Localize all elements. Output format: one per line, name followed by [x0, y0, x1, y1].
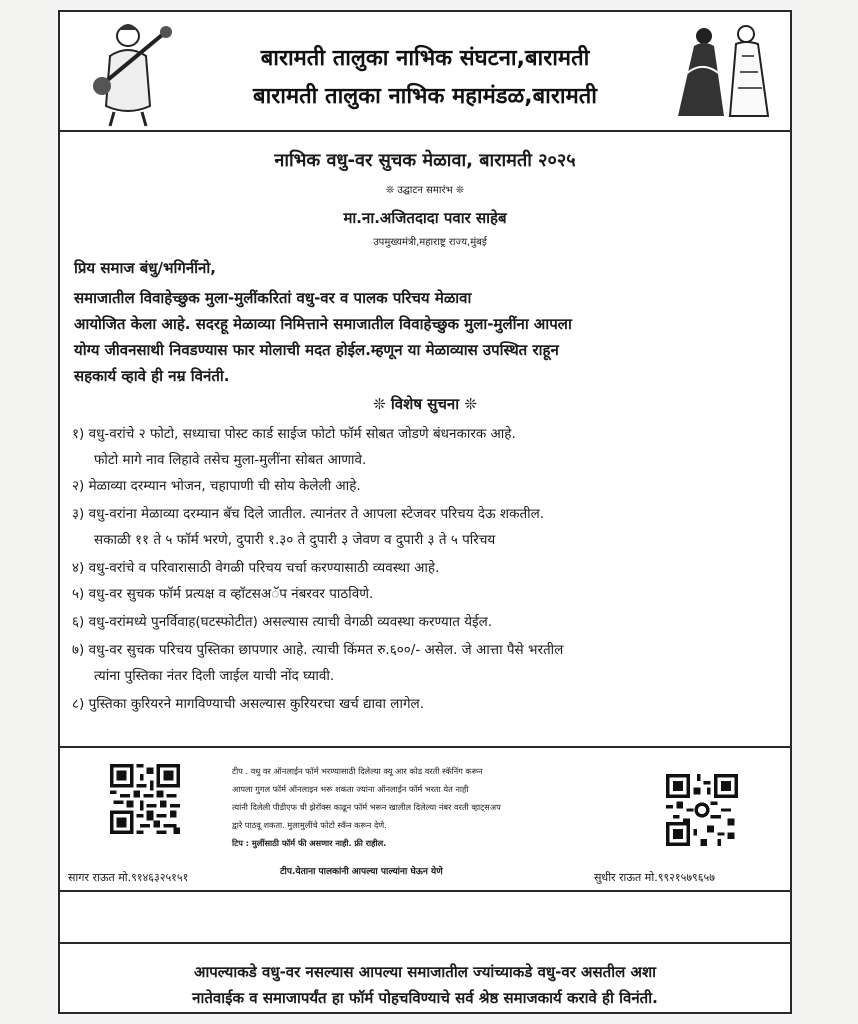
- note-item: ८) पुस्तिका कुरियरने मागविण्याची असल्यास कुरियरचा खर्च द्यावा लागेल.: [72, 696, 424, 712]
- note-item-continuation: त्यांना पुस्तिका नंतर दिली जाईल याची नोंद घ्यावी.: [94, 668, 335, 684]
- tip-line: टिप : मुलींसाठी फॉर्म फी असणार नाही. फ्री राहील.: [232, 838, 387, 848]
- bride-groom-illustration: [664, 16, 780, 124]
- note-item: २) मेळाव्या दरम्यान भोजन, चहापाणी ची सोय केलेली आहे.: [72, 478, 361, 494]
- right-qr-code[interactable]: [666, 774, 738, 846]
- chief-guest-name: मा.ना.अजितदादा पवार साहेब: [343, 209, 507, 227]
- chief-guest-role: उपमुख्यमंत्री,महाराष्ट्र राज्य,मुंबई: [373, 237, 487, 248]
- saint-with-veena-illustration: [88, 16, 180, 128]
- note-item: ३) वधु-वरांना मेळाव्या दरम्यान बॅच दिले जातील. त्यानंतर ते आपला स्टेजवर परिचय देऊ शकतील.: [72, 506, 545, 522]
- header: [60, 12, 790, 132]
- note-item-continuation: सकाळी ११ ते ५ फॉर्म भरणे, दुपारी १.३० ते दुपारी ३ जेवण व दुपारी ३ ते ५ परिचय: [94, 532, 496, 548]
- section-divider: [60, 942, 790, 944]
- left-qr-code[interactable]: [110, 764, 180, 834]
- note-item: १) वधु-वरांचे २ फोटो, सध्याचा पोस्ट कार्ड साईज फोटो फॉर्म सोबत जोडणे बंधनकारक आहे.: [72, 426, 516, 442]
- tip-line: टीप.येताना पालकांनी आपल्या पाल्यांना घेऊन येणे: [280, 867, 443, 877]
- greeting: प्रिय समाज बंधु/भगिनींनो,: [74, 259, 216, 277]
- tip-line: आपला गुगल फॉर्म ऑनलाइन भरू शकता ज्यांना ऑनलाईन फॉर्म भरता येत नाही: [232, 784, 469, 794]
- intro-line: योग्य जीवनसाथी निवडण्यास फार मोलाची मदत होईल.म्हणून या मेळाव्यास उपस्थित राहून: [74, 341, 559, 359]
- note-item: ६) वधु-वरांमध्ये पुनर्विवाह(घटस्फोटीत) असल्यास त्याची वेगळी व्यवस्था करण्यात येईल.: [72, 614, 493, 630]
- note-item: ५) वधु-वर सुचक फॉर्म प्रत्यक्ष व व्हॉटसअॅप नंबरवर पाठविणे.: [72, 586, 374, 602]
- intro-line: सहकार्य व्हावे ही नम्र विनंती.: [74, 367, 230, 385]
- contact-left: सागर राऊत मो.९१४६३२५१५१: [68, 871, 189, 884]
- footer-appeal-line-2: नातेवाईक व समाजापर्यंत हा फॉर्म पोहचविण्याचे सर्व श्रेष्ठ समाजकार्य करावे ही विनंती.: [192, 989, 658, 1007]
- organization-name-line-1: बारामती तालुका नाभिक संघटना,बारामती: [260, 46, 590, 71]
- note-item: ७) वधु-वर सुचक परिचय पुस्तिका छापणार आहे. त्याची किंमत रु.६००/- असेल. जे आत्ता पैसे भरतील: [72, 642, 564, 658]
- tip-line: टीप . वधु वर ऑनलाईन फॉर्म भरण्यासाठी दिलेल्या क्यू आर कोड वरती स्कॅनिंग करून: [232, 766, 483, 776]
- contact-right: सुधीर राऊत मो.९९२१५७९६५७: [594, 871, 715, 884]
- intro-line: आयोजित केला आहे. सदरहू मेळाव्या निमित्ताने समाजातील विवाहेच्छुक मुला-मुलींना आपला: [74, 315, 572, 333]
- inauguration-label: ❊ उद्घाटन समारंभ ❊: [385, 185, 465, 196]
- note-item-continuation: फोटो मागे नाव लिहावे तसेच मुला-मुलींना सोबत आणावे.: [94, 452, 367, 468]
- poster-frame: [58, 10, 792, 1014]
- note-item: ४) वधु-वरांचे व परिवारासाठी वेगळी परिचय चर्चा करण्यासाठी व्यवस्था आहे.: [72, 560, 440, 576]
- intro-line: समाजातील विवाहेच्छुक मुला-मुलींकरितां वधु-वर व पालक परिचय मेळावा: [74, 289, 472, 307]
- event-title: नाभिक वधु-वर सुचक मेळावा, बारामती २०२५: [274, 150, 576, 171]
- tip-line: द्वारे पाठवू शकता. मुलामुलींचे फोटो स्कॅन करून देणे.: [232, 820, 387, 830]
- organization-name-line-2: बारामती तालुका नाभिक महामंडळ,बारामती: [253, 84, 597, 109]
- tip-line: त्यांनी दिलेली पीडीएफ ची झेरॉक्स काढून फॉर्म भरून खालील दिलेल्या नंबर वरती व्हाट्सअप: [232, 802, 501, 812]
- footer-appeal-line-1: आपल्याकडे वधु-वर नसल्यास आपल्या समाजातील ज्यांच्याकडे वधु-वर असतील अशा: [193, 963, 657, 981]
- special-notes-heading: ❊ विशेष सुचना ❊: [373, 395, 477, 413]
- section-divider: [60, 890, 790, 892]
- section-divider: [60, 746, 790, 748]
